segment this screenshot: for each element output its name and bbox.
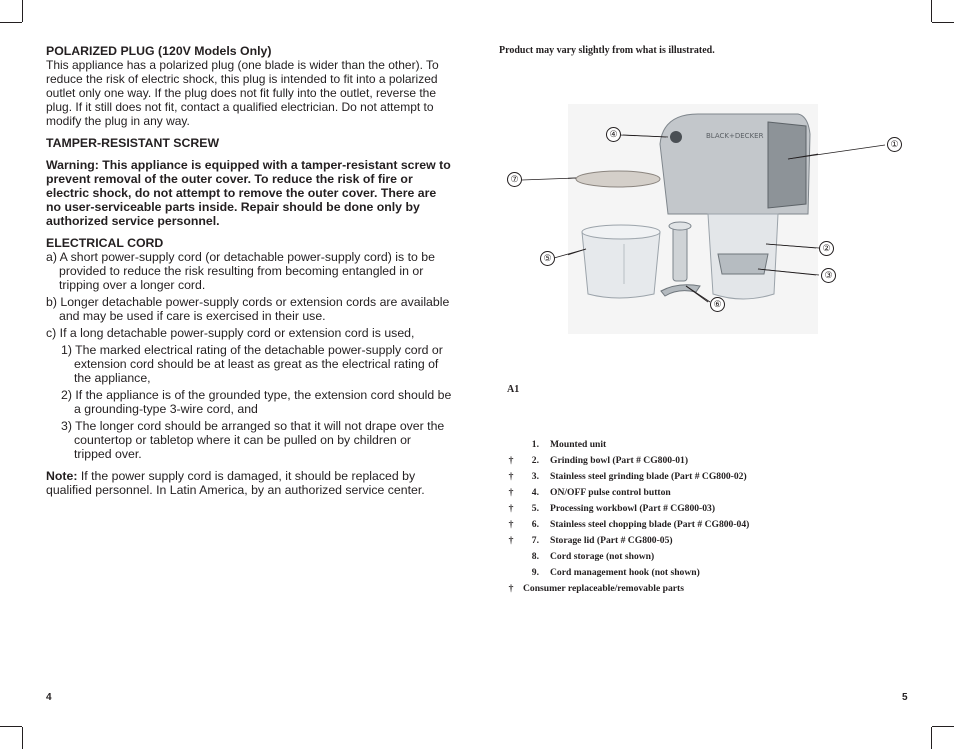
cord-item-c: c) If a long detachable power-supply cord or extension cord is used, xyxy=(46,326,415,340)
part-number: 5. xyxy=(531,502,539,514)
part-name: Stainless steel chopping blade (Part # CG800-04) xyxy=(550,518,750,530)
part-number: 2. xyxy=(531,454,539,466)
dagger-mark: † xyxy=(508,502,514,514)
cord-item-b: b) Longer detachable power-supply cords or extension cords are available and may be used if care is exercised in their use. xyxy=(46,295,450,323)
callout-2: ② xyxy=(819,241,834,256)
dagger-mark: † xyxy=(508,486,514,498)
list-item xyxy=(505,436,749,452)
cord-item-c1: 1) The marked electrical rating of the detachable power-supply cord or extension cord should be at least as great as the electrical rating of the appliance, xyxy=(61,343,443,385)
part-name: Grinding bowl (Part # CG800-01) xyxy=(550,454,689,466)
callout-5: ⑤ xyxy=(540,251,555,266)
dagger-mark: † xyxy=(508,470,514,482)
part-name: Stainless steel grinding blade (Part # CG800-02) xyxy=(550,470,747,482)
dagger-mark: † xyxy=(508,518,514,530)
dagger-mark: † xyxy=(508,582,514,594)
polarized-plug-text: This appliance has a polarized plug (one blade is wider than the other). To reduce the risk of electric shock, this plug is intended to fit into a polarized outlet only one way. If the plug does not fit fully into the outlet, reverse the plug. If it still does not fit, contact a qualified electrician. Do not attempt to modify the plug in any way. xyxy=(46,58,439,128)
part-name: Cord management hook (not shown) xyxy=(550,566,700,578)
tamper-screw-heading: TAMPER-RESISTANT SCREW xyxy=(46,136,220,150)
note-text: If the power supply cord is damaged, it should be replaced by qualified personnel. In Latin America, by an authorized service center. xyxy=(46,469,425,497)
list-item xyxy=(505,500,749,516)
part-number: 1. xyxy=(531,438,539,450)
parts-list xyxy=(505,436,749,596)
callout-4: ④ xyxy=(606,127,621,142)
part-name: Cord storage (not shown) xyxy=(550,550,655,562)
brand-logo-text: BLACK+DECKER xyxy=(706,132,764,140)
list-item xyxy=(505,532,749,548)
tamper-screw-warning: Warning: This appliance is equipped with a tamper-resistant screw to prevent removal of the outer cover. To reduce the risk of fire or electric shock, do not attempt to remove the outer cover. There are no user-serviceable parts inside. Repair should be done only by authorized service personnel. xyxy=(46,158,451,228)
cord-item-c2: 2) If the appliance is of the grounded type, the extension cord should be a grounding-type 3-wire cord, and xyxy=(61,388,452,416)
callout-7: ⑦ xyxy=(507,172,522,187)
list-item xyxy=(505,484,749,500)
part-name: Storage lid (Part # CG800-05) xyxy=(550,534,673,546)
product-vary-note: Product may vary slightly from what is illustrated. xyxy=(499,45,715,56)
cord-item-a: a) A short power-supply cord (or detachable power-supply cord) is to be provided to reduce the risk resulting from becoming entangled in or tripping over a longer cord. xyxy=(46,250,435,292)
part-number: 3. xyxy=(531,470,539,482)
list-item xyxy=(505,548,749,564)
page-number-right: 5 xyxy=(902,692,908,703)
callout-3: ③ xyxy=(821,268,836,283)
part-name: Mounted unit xyxy=(550,438,607,450)
page-number-left: 4 xyxy=(46,692,52,703)
cord-item-c3: 3) The longer cord should be arranged so that it will not drape over the countertop or tabletop where it can be pulled on by children or tripped over. xyxy=(61,419,445,461)
list-item xyxy=(505,468,749,484)
electrical-cord-heading: ELECTRICAL CORD xyxy=(46,236,164,250)
callout-1: ① xyxy=(887,137,902,152)
list-item xyxy=(505,564,749,580)
part-number: 8. xyxy=(531,550,539,562)
footnote-text: Consumer replaceable/removable parts xyxy=(523,582,684,594)
list-item xyxy=(505,452,749,468)
figure-label: A1 xyxy=(507,384,520,395)
part-number: 4. xyxy=(531,486,539,498)
note-label: Note: xyxy=(46,469,78,483)
dagger-mark: † xyxy=(508,534,514,546)
polarized-plug-heading: POLARIZED PLUG (120V Models Only) xyxy=(46,44,272,58)
part-number: 7. xyxy=(531,534,539,546)
callout-6: ⑥ xyxy=(710,297,725,312)
part-number: 9. xyxy=(531,566,539,578)
dagger-mark: † xyxy=(508,454,514,466)
part-name: ON/OFF pulse control button xyxy=(550,486,671,498)
list-item xyxy=(505,516,749,532)
part-name: Processing workbowl (Part # CG800-03) xyxy=(550,502,716,514)
part-number: 6. xyxy=(531,518,539,530)
footnote xyxy=(505,580,749,596)
